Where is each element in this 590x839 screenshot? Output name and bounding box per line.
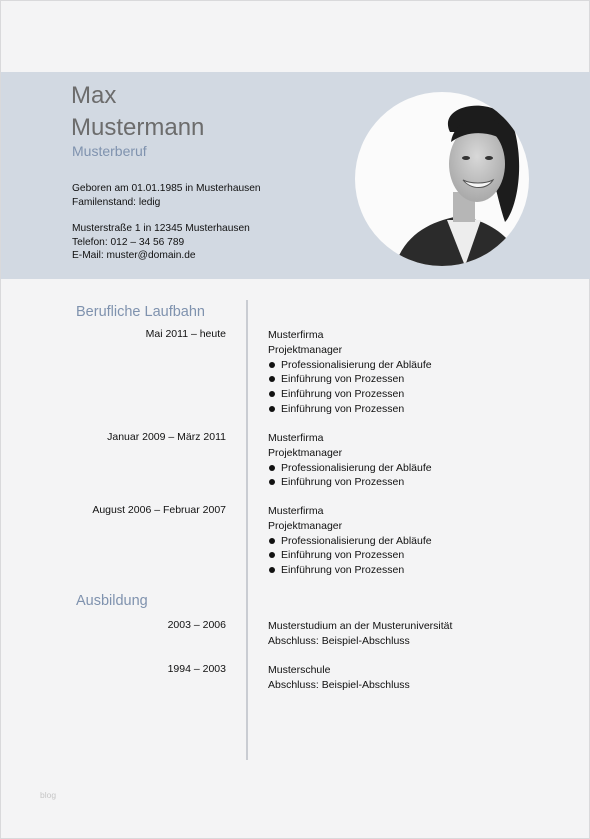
list-item: Professionalisierung der Abläufe — [268, 461, 432, 476]
last-name: Mustermann — [71, 114, 205, 141]
portrait-illustration — [355, 92, 529, 266]
list-item: Einführung von Prozessen — [268, 563, 432, 578]
company: Musterfirma — [268, 505, 324, 517]
list-item: Professionalisierung der Abläufe — [268, 534, 432, 549]
company: Musterfirma — [268, 329, 324, 341]
education-date-2: 1994 – 2003 — [167, 663, 226, 675]
education-date-1: 2003 – 2006 — [167, 619, 226, 631]
list-item: Professionalisierung der Abläufe — [268, 358, 432, 373]
career-entry-2 — [268, 431, 432, 490]
company: Musterfirma — [268, 432, 324, 444]
career-date-3: August 2006 – Februar 2007 — [92, 504, 226, 516]
list-item: Einführung von Prozessen — [268, 387, 432, 402]
section-title-education: Ausbildung — [76, 593, 148, 609]
timeline-divider — [246, 300, 248, 760]
birth-info: Geboren am 01.01.1985 in Musterhausen — [72, 183, 261, 194]
marital-status: Familenstand: ledig — [72, 196, 161, 208]
list-item: Einführung von Prozessen — [268, 372, 432, 387]
institution: Musterschule — [268, 664, 331, 676]
bullet-list — [268, 461, 432, 491]
career-date-2: Januar 2009 – März 2011 — [107, 431, 226, 443]
watermark: blog — [40, 790, 57, 800]
role: Projektmanager — [268, 519, 343, 532]
address: Musterstraße 1 in 12345 Musterhausen — [72, 223, 250, 234]
list-item: Einführung von Prozessen — [268, 548, 432, 563]
profile-photo — [355, 92, 529, 266]
person-name — [71, 80, 204, 144]
education-entry-1 — [268, 619, 452, 649]
role: Projektmanager — [268, 343, 343, 356]
section-title-career: Berufliche Laufbahn — [76, 304, 205, 320]
list-item: Einführung von Prozessen — [268, 475, 432, 490]
phone: Telefon: 012 – 34 56 789 — [72, 236, 185, 248]
institution: Musterstudium an der Musteruniversität — [268, 620, 453, 632]
career-date-1: Mai 2011 – heute — [145, 328, 226, 340]
profession: Musterberuf — [72, 143, 147, 159]
email: E-Mail: muster@domain.de — [72, 250, 196, 261]
contact-info — [72, 222, 250, 263]
bullet-list — [268, 534, 432, 578]
degree: Abschluss: Beispiel-Abschluss — [268, 678, 410, 691]
first-name: Max — [71, 82, 117, 109]
career-entry-1 — [268, 328, 432, 417]
personal-info — [72, 182, 261, 209]
education-entry-2 — [268, 663, 410, 693]
degree: Abschluss: Beispiel-Abschluss — [268, 634, 410, 647]
role: Projektmanager — [268, 446, 343, 459]
bullet-list — [268, 358, 432, 417]
career-entry-3 — [268, 504, 432, 578]
list-item: Einführung von Prozessen — [268, 402, 432, 417]
